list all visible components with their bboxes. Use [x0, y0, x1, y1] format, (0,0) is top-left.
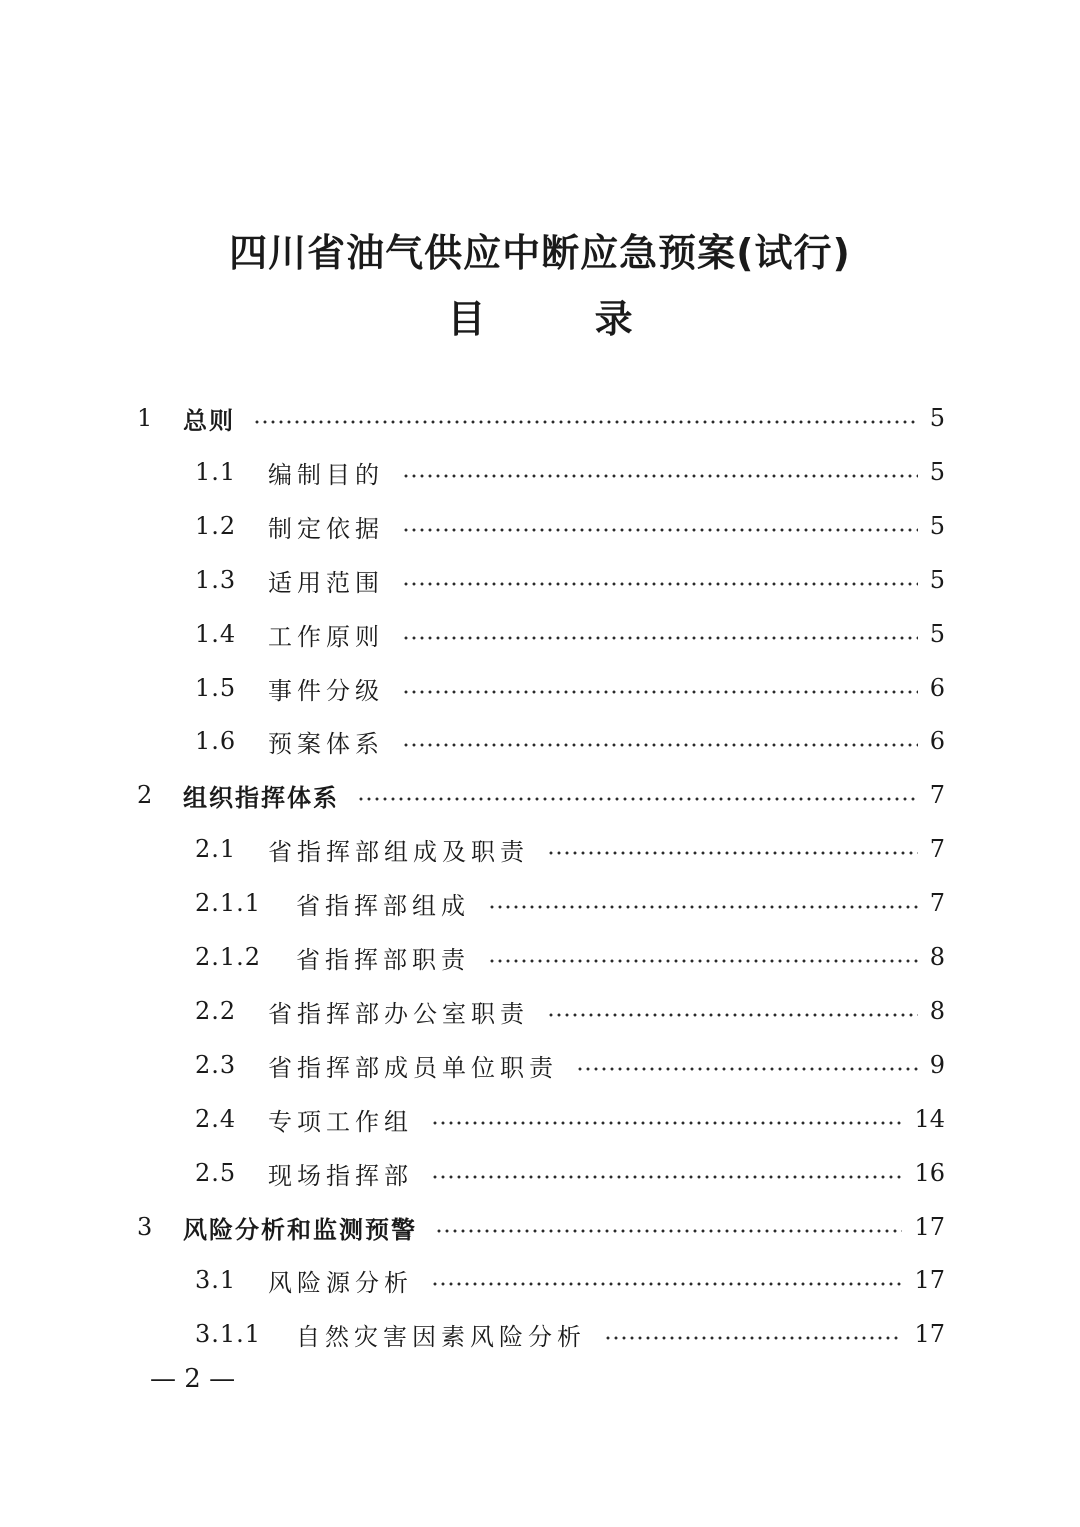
toc-entry[interactable] [0, 506, 945, 546]
dot-leader [576, 1067, 918, 1071]
toc-entry-number: 2.2 [195, 997, 237, 1025]
document-title: 四川省油气供应中断应急预案(试行) [229, 231, 851, 275]
dot-leader [547, 851, 918, 855]
toc-entry[interactable] [0, 1260, 945, 1300]
toc-entry-number: 3 [137, 1213, 154, 1241]
toc-entry-page: 17 [914, 1320, 945, 1348]
toc-entry-page: 17 [914, 1266, 945, 1294]
toc-entry-number: 3.1.1 [195, 1320, 262, 1348]
dot-leader [402, 636, 918, 640]
dot-leader [488, 959, 918, 963]
toc-entry-number: 1.6 [195, 727, 237, 755]
toc-entry[interactable] [0, 1045, 945, 1085]
dot-leader [488, 905, 918, 909]
toc-entry-page: 6 [929, 727, 945, 755]
toc-entry-number: 1 [137, 404, 154, 432]
toc-entry-label: 省指挥部职责 [296, 945, 470, 974]
toc-entry-page: 5 [929, 566, 945, 594]
toc-entry-page: 17 [914, 1213, 945, 1241]
toc-entry[interactable] [0, 829, 945, 869]
toc-entry-label: 预案体系 [268, 729, 384, 758]
dot-leader [431, 1121, 902, 1125]
toc-entry-page: 8 [929, 997, 945, 1025]
dot-leader [357, 797, 918, 801]
toc-entry[interactable] [0, 614, 945, 654]
dot-leader [604, 1336, 902, 1340]
toc-entry-number: 1.5 [195, 674, 237, 702]
toc-entry[interactable] [0, 775, 945, 815]
toc-entry[interactable] [0, 1099, 945, 1139]
dot-leader [547, 1013, 918, 1017]
toc-entry-number: 3.1 [195, 1266, 237, 1294]
toc-entry-label: 省指挥部组成 [296, 891, 470, 920]
toc-entry-label: 省指挥部组成及职责 [268, 837, 529, 866]
toc-entry[interactable] [0, 1153, 945, 1193]
toc-entry-page: 9 [929, 1051, 945, 1079]
toc-entry[interactable] [0, 991, 945, 1031]
toc-entry-number: 2.1.1 [195, 889, 262, 917]
toc-entry-number: 2.5 [195, 1159, 237, 1187]
toc-entry[interactable] [0, 560, 945, 600]
toc-entry-label: 适用范围 [268, 568, 384, 597]
toc-entry-label: 现场指挥部 [268, 1161, 413, 1190]
toc-entry[interactable] [0, 398, 945, 438]
toc-entry[interactable] [0, 883, 945, 923]
toc-entry-number: 1.2 [195, 512, 237, 540]
dot-leader [402, 582, 918, 586]
dot-leader [253, 420, 918, 424]
toc-entry-label: 编制目的 [268, 460, 384, 489]
toc-entry[interactable] [0, 937, 945, 977]
toc-heading: 目 录 [447, 297, 681, 341]
toc-entry-page: 5 [929, 458, 945, 486]
toc-entry-number: 2.1.2 [195, 943, 262, 971]
dot-leader [431, 1175, 902, 1179]
toc-entry-number: 2.3 [195, 1051, 237, 1079]
toc-entry-label: 风险分析和监测预警 [183, 1215, 417, 1244]
toc-entry-label: 自然灾害因素风险分析 [296, 1322, 586, 1351]
toc-entry-number: 2 [137, 781, 154, 809]
toc-entry-page: 7 [929, 781, 945, 809]
toc-entry-label: 事件分级 [268, 676, 384, 705]
toc-entry-page: 7 [929, 889, 945, 917]
toc-entry-number: 1.4 [195, 620, 237, 648]
toc-entry-label: 省指挥部办公室职责 [268, 999, 529, 1028]
dot-leader [402, 690, 918, 694]
toc-entry-number: 2.4 [195, 1105, 237, 1133]
toc-entry[interactable] [0, 1207, 945, 1247]
dot-leader [402, 528, 918, 532]
dot-leader [402, 743, 918, 747]
toc-entry-page: 16 [914, 1159, 945, 1187]
toc-entry-label: 总则 [183, 406, 235, 435]
toc-entry-page: 5 [929, 404, 945, 432]
toc-entry-page: 5 [929, 512, 945, 540]
toc-entry[interactable] [0, 668, 945, 708]
toc-entry[interactable] [0, 721, 945, 761]
toc-entry-page: 8 [929, 943, 945, 971]
toc-entry-page: 6 [929, 674, 945, 702]
toc-entry-number: 1.1 [195, 458, 237, 486]
toc-entry[interactable] [0, 452, 945, 492]
toc-entry-number: 1.3 [195, 566, 237, 594]
toc-entry-page: 14 [914, 1105, 945, 1133]
toc-entry-label: 省指挥部成员单位职责 [268, 1053, 558, 1082]
page-number: — 2 — [150, 1364, 236, 1394]
toc-entry-label: 制定依据 [268, 514, 384, 543]
toc-entry-label: 专项工作组 [268, 1107, 413, 1136]
toc-entry-number: 2.1 [195, 835, 237, 863]
toc-entry-page: 7 [929, 835, 945, 863]
dot-leader [431, 1282, 902, 1286]
toc-entry[interactable] [0, 1314, 945, 1354]
dot-leader [402, 474, 918, 478]
toc-entry-label: 风险源分析 [268, 1268, 413, 1297]
dot-leader [435, 1229, 902, 1233]
toc-entry-label: 组织指挥体系 [183, 783, 339, 812]
toc-entry-page: 5 [929, 620, 945, 648]
toc-entry-label: 工作原则 [268, 622, 384, 651]
